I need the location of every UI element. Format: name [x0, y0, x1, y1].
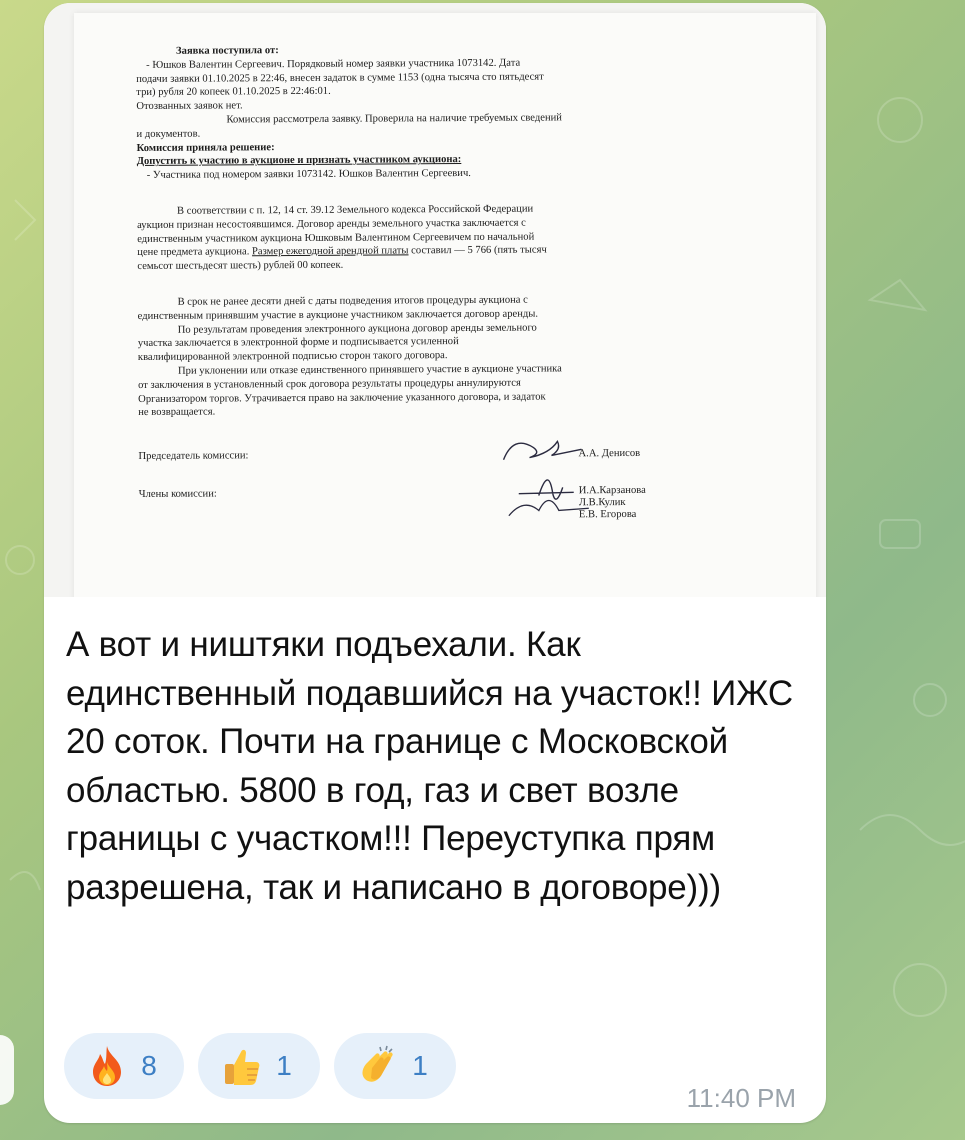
- reaction-fire[interactable]: [64, 1033, 184, 1099]
- chairman-row: [138, 438, 788, 472]
- doc-line: - Участника под номером заявки 1073142. Юшков Валентин Сергеевич.: [146, 168, 471, 182]
- doc-line: По результатам проведения электронного аукциона договор аренды земельного: [177, 322, 537, 336]
- partial-avatar: [0, 1035, 14, 1105]
- reaction-clapping[interactable]: [334, 1033, 456, 1099]
- document-text: [136, 41, 789, 521]
- member-name: И.А.Карзанова: [578, 485, 646, 497]
- clapping-hands-icon: [358, 1044, 398, 1088]
- doc-line: Комиссия приняла решение:: [136, 141, 275, 154]
- doc-line-part: Размер ежегодной арендной платы: [251, 245, 409, 258]
- member-name: Л.В.Кулик: [578, 497, 626, 509]
- doc-line-part: составил — 5 766 (пять тысяч: [411, 244, 547, 257]
- members-row: [138, 476, 789, 521]
- reaction-thumbs-up[interactable]: [198, 1033, 320, 1099]
- doc-line: квалифицированной электронной подписью сторон такого договора.: [137, 350, 448, 364]
- doc-line: единственным участником аукциона Юшковым Валентином Сергеевичем по начальной: [137, 231, 535, 245]
- doc-line: единственным принявшим участие в аукционе участником заключается договор аренды.: [137, 308, 539, 322]
- doc-line: Допустить к участию в аукционе и признать участником аукциона:: [136, 154, 462, 168]
- reactions-bar: [64, 1033, 456, 1099]
- doc-line: Отозванных заявок нет.: [136, 100, 243, 113]
- message-text: А вот и ништяки подъехали. Как единственный подавшийся на участок!! ИЖС 20 соток. Почти на границе с Московской областью. 5800 в год, газ и свет возле границы с участком!!! Переуступка прям разрешена, так и написано в договоре))): [66, 625, 793, 907]
- doc-line: и документов.: [136, 128, 201, 140]
- doc-line: В срок не ранее десяти дней с даты подведения итогов процедуры аукциона с: [177, 294, 528, 308]
- message-bubble[interactable]: [44, 3, 826, 1123]
- fire-icon: [87, 1044, 127, 1088]
- member-name: Е.В. Егорова: [578, 509, 637, 521]
- members-list: [579, 485, 646, 521]
- doc-line-part: цене предмета аукциона.: [137, 246, 250, 259]
- doc-line: три) рубля 20 копеек 01.10.2025 в 22:46:01.: [136, 86, 331, 99]
- members-label: Члены комиссии:: [138, 488, 217, 501]
- doc-line: аукцион признан несостоявшимся. Договор аренды земельного участка заключается с: [137, 217, 526, 231]
- doc-line: В соответствии с п. 12, 14 ст. 39.12 Земельного кодекса Российской Федерации: [176, 203, 534, 217]
- doc-line: Организатором торгов. Утрачивается право на заключение указанного договора, и задаток: [138, 391, 546, 405]
- doc-line: от заключения в установленный срок договора результаты процедуры аннулируются: [138, 377, 521, 391]
- doc-line: не возвращается.: [138, 406, 216, 419]
- doc-line: подачи заявки 01.10.2025 в 22:46, внесен задаток в сумме 1153 (одна тысяча сто пятьдесят: [136, 71, 544, 85]
- document-photo[interactable]: [44, 3, 826, 597]
- reaction-count: 1: [412, 1050, 428, 1081]
- doc-line: - Юшков Валентин Сергеевич. Порядковый номер заявки участника 1073142. Дата: [146, 57, 521, 71]
- doc-line: Комиссия рассмотрела заявку. Проверила на наличие требуемых сведений: [226, 112, 563, 126]
- thumbs-up-icon: [222, 1044, 262, 1088]
- reaction-count: 1: [276, 1050, 292, 1081]
- message-timestamp: 11:40 PM: [686, 1083, 796, 1113]
- reaction-count: 8: [141, 1050, 157, 1081]
- doc-line: Заявка поступила от:: [176, 45, 279, 57]
- doc-line: участка заключается в электронной форме и подписывается усиленной: [137, 336, 459, 350]
- doc-line: семьсот шестьдесят шесть) рублей 00 копеек.: [137, 259, 344, 273]
- chairman-label: Председатель комиссии:: [138, 450, 249, 463]
- signature-icon: [498, 429, 588, 470]
- doc-line: При уклонении или отказе единственного принявшего участие в аукционе участника: [177, 363, 562, 377]
- chairman-name: А.А. Денисов: [578, 448, 641, 460]
